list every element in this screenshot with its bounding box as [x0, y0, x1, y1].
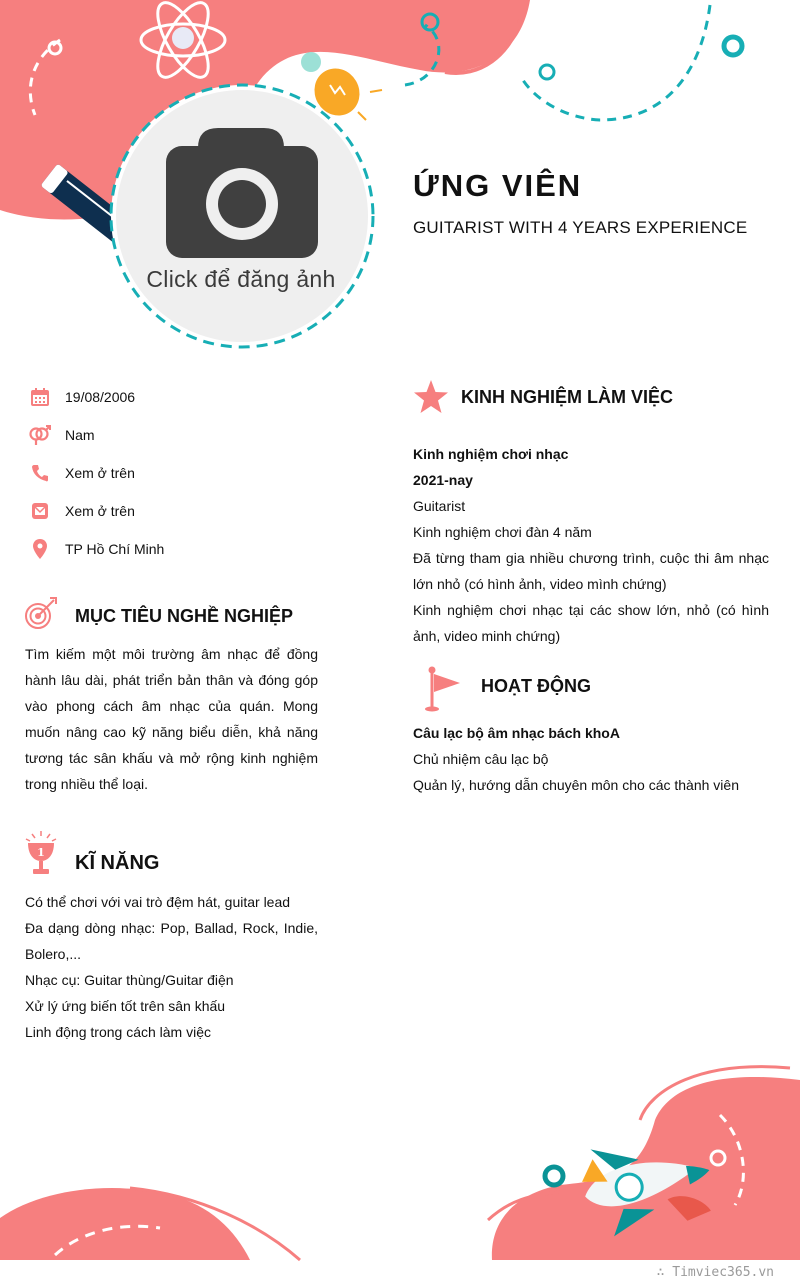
phone-value: Xem ở trên [65, 465, 135, 481]
list-item: Nhạc cụ: Guitar thùng/Guitar điện [25, 972, 234, 988]
camera-icon [166, 128, 318, 258]
watermark: ∴ Timviec365.vn [656, 1265, 774, 1280]
contact-gender [28, 422, 95, 448]
list-item: Có thể chơi với vai trò đệm hát, guitar lead [25, 894, 291, 910]
experience-period: 2021-nay [413, 472, 473, 488]
gender-icon [28, 423, 52, 447]
experience-title: KINH NGHIỆM LÀM VIỆC [461, 387, 674, 407]
objective-text: Tìm kiếm một môi trường âm nhạc để đồng hành lâu dài, phát triển bản thân và đóng góp vào phong cách âm nhạc của quán. Mong muốn nâng cao kỹ năng biểu diễn, khả năng tương tác sân khấu và mở rộng kinh nghiệm trong nhiều thể loại. [25, 646, 318, 792]
watermark-text: Timviec365.vn [672, 1265, 774, 1280]
envelope-icon [28, 499, 52, 523]
phone-icon [28, 461, 52, 485]
gender-value: Nam [65, 427, 95, 443]
list-item: Đã từng tham gia nhiều chương trình, cuộc thi âm nhạc lớn nhỏ (có hình ảnh, video mình chứng) [413, 550, 769, 592]
map-pin-icon [28, 537, 52, 561]
contact-email [28, 498, 135, 524]
list-item: Kinh nghiệm chơi nhạc tại các show lớn, nhỏ (có hình ảnh, video minh chứng) [413, 602, 769, 644]
star-icon [413, 380, 449, 419]
contact-birthday [28, 384, 135, 410]
list-item: Linh động trong cách làm việc [25, 1024, 211, 1040]
flag-icon [424, 666, 464, 717]
activity-role: Chủ nhiệm câu lạc bộ [413, 751, 549, 767]
svg-text:1: 1 [37, 846, 45, 859]
activity-desc: Quản lý, hướng dẫn chuyên môn cho các thành viên [413, 777, 739, 793]
activities-block [413, 720, 769, 798]
experience-block [413, 441, 769, 649]
birthday-value: 19/08/2006 [65, 389, 136, 405]
skills-title: KĨ NĂNG [75, 852, 160, 874]
activities-title: HOẠT ĐỘNG [481, 676, 591, 696]
photo-upload-label[interactable]: Click để đăng ảnh [146, 266, 336, 292]
trophy-icon [24, 831, 58, 882]
candidate-position: GUITARIST WITH 4 YEARS EXPERIENCE [413, 218, 748, 237]
skills-list [25, 889, 318, 1045]
activity-org: Câu lạc bộ âm nhạc bách khoA [413, 725, 620, 741]
contact-phone [28, 460, 135, 486]
bottom-left-blob [0, 1188, 250, 1260]
candidate-name: ỨNG VIÊN [413, 168, 583, 203]
contact-address [28, 536, 164, 562]
calendar-icon [28, 385, 52, 409]
list-item: Xử lý ứng biến tốt trên sân khấu [25, 998, 226, 1014]
list-item: Kinh nghiệm chơi đàn 4 năm [413, 524, 592, 540]
email-value: Xem ở trên [65, 503, 135, 519]
target-icon [24, 596, 58, 635]
experience-company: Kinh nghiệm chơi nhạc [413, 446, 569, 462]
list-item: Đa dạng dòng nhạc: Pop, Ballad, Rock, Indie, Bolero,... [25, 920, 318, 962]
objective-title: MỤC TIÊU NGHỀ NGHIỆP [75, 606, 294, 626]
address-value: TP Hồ Chí Minh [65, 541, 165, 557]
experience-role: Guitarist [413, 498, 466, 514]
